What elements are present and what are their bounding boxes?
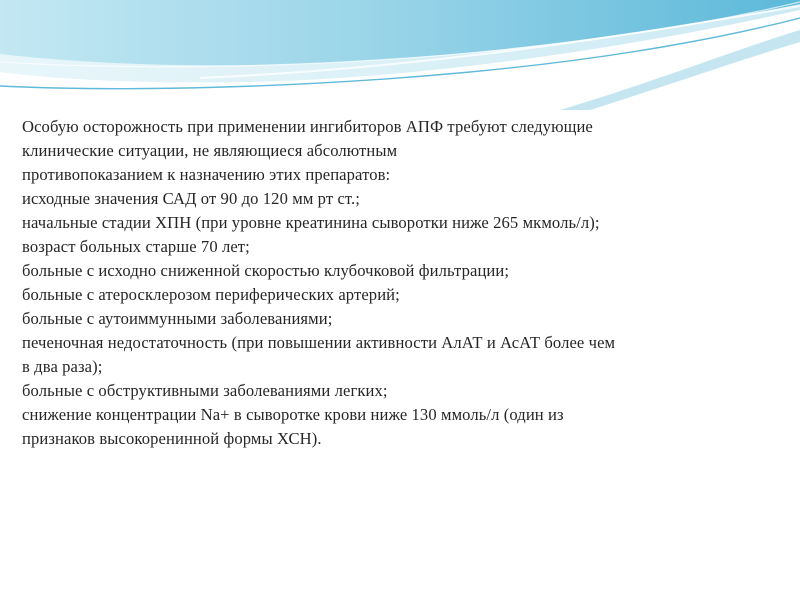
text-line: больные с аутоиммунными заболеваниями; xyxy=(22,309,333,328)
text-line: противопоказанием к назначению этих препаратов: xyxy=(22,165,391,184)
text-line: больные с атеросклерозом периферических артерий; xyxy=(22,285,400,304)
text-line: клинические ситуации, не являющиеся абсолютным xyxy=(22,141,398,160)
text-line: Особую осторожность при применении ингибиторов АПФ требуют следующие xyxy=(22,117,593,136)
text-line: начальные стадии ХПН (при уровне креатинина сыворотки ниже 265 мкмоль/л); xyxy=(22,213,600,232)
header-wave-decoration xyxy=(0,0,800,110)
body-text xyxy=(22,115,782,451)
text-line: в два раза); xyxy=(22,357,103,376)
text-line: больные с исходно сниженной скоростью клубочковой фильтрации; xyxy=(22,261,510,280)
text-line: снижение концентрации Na+ в сыворотке крови ниже 130 ммоль/л (один из xyxy=(22,405,564,424)
text-line: печеночная недостаточность (при повышении активности АлАТ и АсАТ более чем xyxy=(22,333,616,352)
text-line: исходные значения САД от 90 до 120 мм рт ст.; xyxy=(22,189,360,208)
text-line: признаков высокоренинной формы ХСН). xyxy=(22,429,322,448)
text-line: больные с обструктивными заболеваниями легких; xyxy=(22,381,388,400)
text-line: возраст больных старше 70 лет; xyxy=(22,237,250,256)
